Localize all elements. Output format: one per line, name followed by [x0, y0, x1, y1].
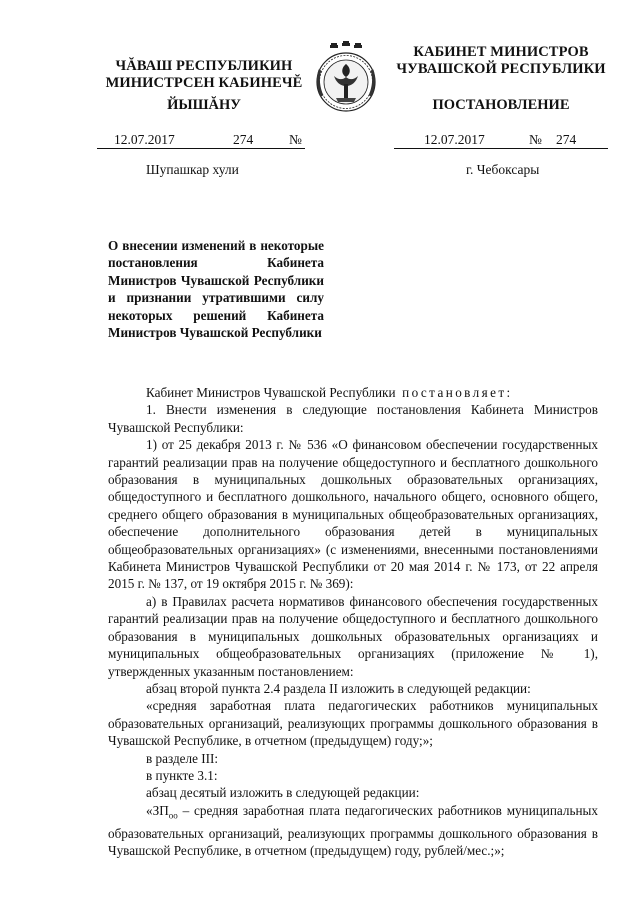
- text: «ЗП: [146, 802, 169, 818]
- header-left-title: ЧĂВАШ РЕСПУБЛИКИН МИНИСТРСЕН КАБИНЕЧĔ: [105, 58, 303, 91]
- document-number: 274: [233, 132, 254, 147]
- paragraph: [108, 384, 598, 401]
- document-number: 274: [556, 132, 577, 147]
- paragraph: 1. Внести изменения в следующие постановления Кабинета Министров Чувашской Республики:: [108, 402, 598, 435]
- paragraph: абзац десятый изложить в следующей редакции:: [146, 785, 420, 801]
- doc-type-russian: ПОСТАНОВЛЕНИЕ: [432, 97, 570, 113]
- number-sign: №: [289, 132, 302, 147]
- document-date: 12.07.2017: [424, 132, 485, 147]
- subscript: оо: [168, 810, 178, 821]
- text: Кабинет Министров Чувашской Республики: [146, 385, 396, 400]
- paragraph: 1) от 25 декабря 2013 г. № 536 «О финансовом обеспечении государственных гарантий реализации прав на получение общедоступного и бесплатного дошкольного образования в муниципальных дошкольных образовательных организациях, общедоступного и бесплатного дошкольного, начального общего, основного общего, среднего общего образования в муниципальных общеобразовательных организациях, обеспечение дополнительного образования детей в муниципальных общеобразовательных организациях» (с изменениями, внесенными постановлениями Кабинета Министров Чувашской Республики от 20 мая 2014 г. № 173, от 22 апреля 2015 г. № 137, от 19 октября 2015 г. № 369):: [108, 437, 598, 592]
- paragraph: абзац второй пункта 2.4 раздела II изложить в следующей редакции:: [146, 680, 531, 696]
- document-title: О внесении изменений в некоторые постановления Кабинета Министров Чувашской Республики и признании утратившими силу некоторых решений Кабинета Министров Чувашской Республики: [108, 238, 324, 341]
- paragraph: а) в Правилах расчета нормативов финансового обеспечения государственных гарантий реализации прав на получение общедоступного и бесплатного дошкольного образования в муниципальных дошкольных образовательных организациях и муниципальных общеобразовательных организациях (приложение № 1), утвержденных указанным постановлением:: [108, 593, 598, 679]
- doc-type-chuvash: ЙЫШĂНУ: [167, 97, 241, 113]
- city-russian: г. Чебоксары: [466, 162, 540, 177]
- document-body: [108, 384, 598, 860]
- chuvashia-emblem-icon: [312, 40, 380, 114]
- paragraph: в разделе III:: [146, 750, 219, 766]
- date-number-line-left: [97, 132, 305, 149]
- paragraph: [108, 802, 598, 860]
- number-sign: №: [529, 132, 542, 147]
- document-date: 12.07.2017: [114, 132, 175, 147]
- text: – средняя заработная плата педагогических работников муниципальных образовательных организаций, реализующих программы дошкольного образования в Чувашской Республике, в отчетном (предыдущем) году, рублей/мес.;»;: [108, 802, 598, 859]
- text: постановляет:: [402, 385, 513, 400]
- paragraph: «средняя заработная плата педагогических работников муниципальных образовательных организаций, реализующих программы дошкольного образования в Чувашской Республике, в отчетном (предыдущем) году;»;: [108, 698, 598, 749]
- header-right-title: КАБИНЕТ МИНИСТРОВ ЧУВАШСКОЙ РЕСПУБЛИКИ: [396, 44, 606, 77]
- city-chuvash: Шупашкар хули: [146, 162, 239, 177]
- paragraph: в пункте 3.1:: [146, 767, 218, 783]
- date-number-line-right: [394, 132, 608, 149]
